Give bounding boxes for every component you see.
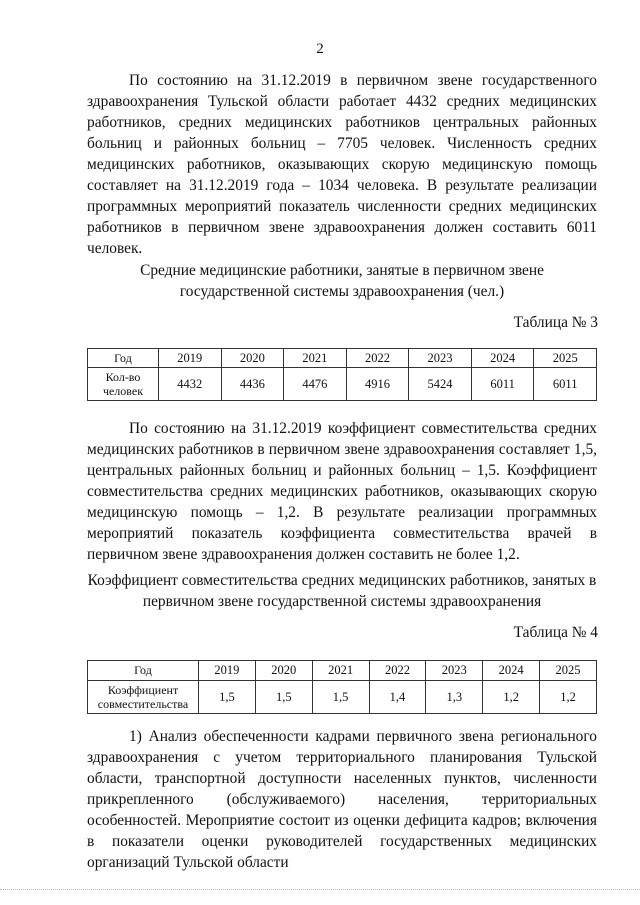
table4-year: 2019: [199, 661, 256, 681]
table3-header-label: Год: [88, 349, 159, 368]
paragraph-analysis: 1) Анализ обеспеченности кадрами первичного звена регионального здравоохранения с учетом территориального планирования Тульской области, транспортной доступности населенных пунктов, численности прикрепленного (обслуживаемого) населения, территориальных особенностей. Мероприятие состоит из оценки дефицита кадров; включения в показатели оценки руководителей государственных медицинских организаций Тульской области: [87, 728, 597, 871]
table3-year: 2020: [221, 349, 284, 368]
table4: [87, 660, 597, 714]
table4-year: 2021: [312, 661, 369, 681]
table3-year: 2022: [346, 349, 409, 368]
table4-value: 1,5: [255, 681, 312, 714]
table3-value: 6011: [534, 368, 597, 401]
table3-year: 2019: [159, 349, 222, 368]
table4-value-row: [88, 681, 597, 714]
table4-caption: Коэффициент совместительства средних медицинских работников, занятых в первичном звене государственной системы здравоохранения: [87, 572, 597, 610]
table3-label: Таблица № 3: [513, 314, 598, 331]
table3-value: 4476: [284, 368, 347, 401]
table3-value: 5424: [409, 368, 472, 401]
table3-value: 4436: [221, 368, 284, 401]
table4-value: 1,5: [312, 681, 369, 714]
table4-year: 2022: [369, 661, 426, 681]
table3-header-row: [88, 349, 597, 368]
table4-value: 1,3: [426, 681, 483, 714]
table3-year: 2023: [409, 349, 472, 368]
table3-year: 2025: [534, 349, 597, 368]
table4-year: 2025: [540, 661, 597, 681]
table4-row-label: Коэффициент совместительства: [88, 681, 199, 714]
table4-year: 2020: [255, 661, 312, 681]
page-number: 2: [316, 41, 324, 57]
table4-header-row: [88, 661, 597, 681]
table4-value: 1,2: [540, 681, 597, 714]
paragraph-coefficient: По состоянию на 31.12.2019 коэффициент совместительства средних медицинских работников в первичном звене здравоохранения составляет 1,5, центральных районных больниц и районных больниц – 1,5. Коэффициент совместительства средних медицинских работников, оказывающих скорую медицинскую помощь – 1,2. В результате реализации программных мероприятий показатель коэффициента совместительства врачей в первичном звене здравоохранения должен составить не более 1,2.: [87, 420, 597, 563]
table4-header-label: Год: [88, 661, 199, 681]
table4-value: 1,5: [199, 681, 256, 714]
table3-year: 2024: [471, 349, 534, 368]
paragraph-staff-count: По состоянию на 31.12.2019 в первичном звене государственного здравоохранения Тульской области работает 4432 средних медицинских работников, средних медицинских работников центральных районных больниц и районных больниц – 7705 человек. Численность средних медицинских работников, оказывающих скорую медицинскую помощь составляет на 31.12.2019 года – 1034 человека. В результате реализации программных мероприятий показатель численности средних медицинских работников в первичном звене здравоохранения должен составить 6011 человек.: [87, 72, 597, 257]
table3-caption: Средние медицинские работники, занятые в первичном звене государственной системы здравоохранения (чел.): [140, 262, 544, 300]
table3-row-label: Кол-во человек: [88, 368, 159, 401]
table4-year: 2023: [426, 661, 483, 681]
table4-value: 1,2: [483, 681, 540, 714]
table4-label: Таблица № 4: [513, 624, 598, 641]
table4-year: 2024: [483, 661, 540, 681]
table3-value-row: [88, 368, 597, 401]
table4-value: 1,4: [369, 681, 426, 714]
table3-value: 4432: [159, 368, 222, 401]
table3-year: 2021: [284, 349, 347, 368]
table3-value: 6011: [471, 368, 534, 401]
scan-edge-divider: [0, 889, 640, 890]
table3-value: 4916: [346, 368, 409, 401]
table3: [87, 348, 597, 401]
